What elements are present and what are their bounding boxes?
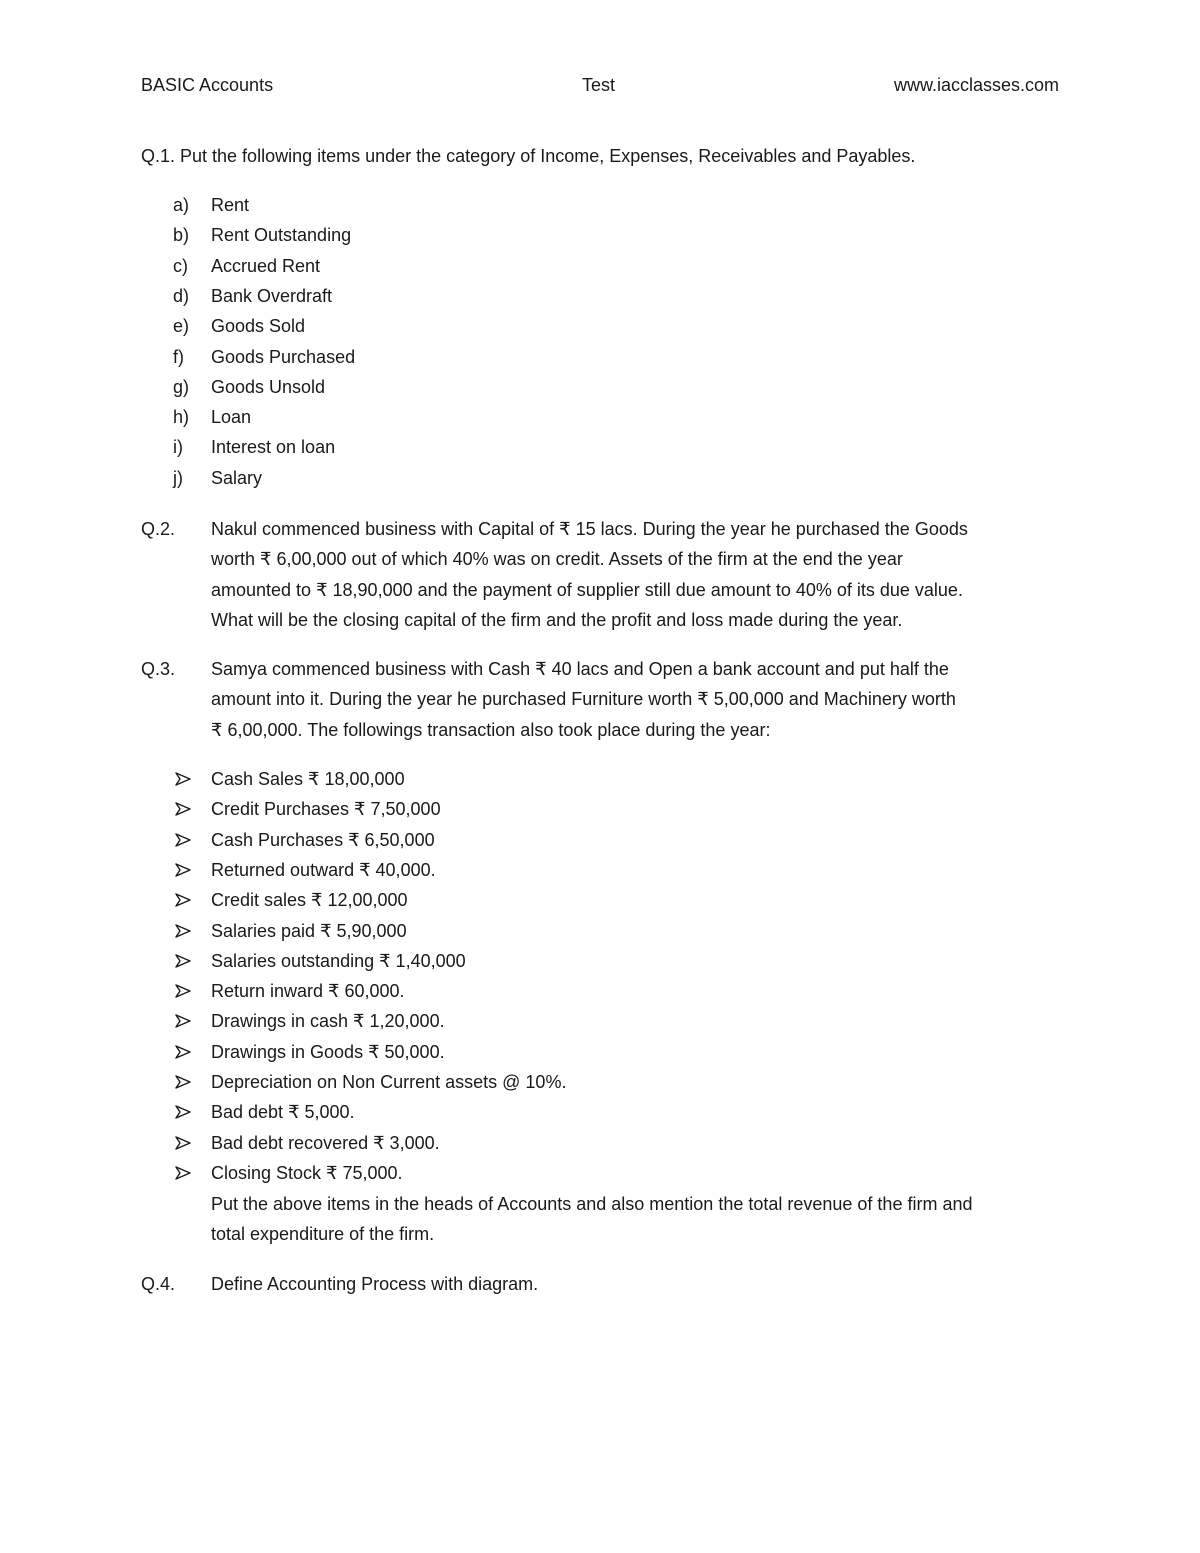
arrow-bullet-icon — [175, 1045, 191, 1059]
q1-item-text: Goods Unsold — [211, 376, 326, 397]
arrow-bullet-icon — [175, 984, 191, 998]
q3-bullet-text: Salaries outstanding ₹ 1,40,000 — [211, 950, 466, 971]
q2-line: amounted to ₹ 18,90,000 and the payment of supplier still due amount to 40% of its due value. — [211, 579, 963, 600]
arrow-bullet-icon — [175, 924, 191, 938]
q3-bullet-text: Cash Sales ₹ 18,00,000 — [211, 769, 405, 789]
header-center: Test — [582, 75, 616, 95]
arrow-bullet-icon — [175, 954, 191, 968]
q3-bullet-text: Drawings in cash ₹ 1,20,000. — [211, 1011, 445, 1032]
q1-item-label: a) — [173, 195, 190, 215]
q2-line: worth ₹ 6,00,000 out of which 40% was on credit. Assets of the firm at the end the year — [211, 549, 903, 570]
q3-bullet-text: Bad debt ₹ 5,000. — [211, 1102, 355, 1123]
arrow-bullet-icon — [175, 1075, 191, 1089]
q3-bullet-text: Salaries paid ₹ 5,90,000 — [211, 920, 407, 941]
q3-line: ₹ 6,00,000. The followings transaction also took place during the year: — [211, 719, 771, 740]
q1-item-text: Goods Purchased — [211, 346, 356, 367]
arrow-bullet-icon — [175, 772, 191, 786]
arrow-bullet-icon — [175, 893, 191, 907]
q3-body — [211, 654, 1071, 745]
q3-bullet-text: Returned outward ₹ 40,000. — [211, 859, 436, 880]
q1-item-label: j) — [173, 467, 183, 488]
q1-title: Q.1. Put the following items under the category of Income, Expenses, Receivables and Payables. — [141, 146, 916, 166]
q3-bullet-text: Drawings in Goods ₹ 50,000. — [211, 1041, 445, 1062]
q3-number: Q.3. — [141, 659, 176, 679]
q1-item-label: f) — [173, 346, 184, 367]
q3-closing-line: total expenditure of the firm. — [211, 1224, 435, 1245]
q3-line: amount into it. During the year he purchased Furniture worth ₹ 5,00,000 and Machinery worth — [211, 689, 956, 710]
q2-line: Nakul commenced business with Capital of ₹ 15 lacs. During the year he purchased the Goods — [211, 519, 968, 539]
arrow-bullet-icon — [175, 833, 191, 847]
q1-item-text: Salary — [211, 467, 263, 488]
q3-bullet-text: Return inward ₹ 60,000. — [211, 981, 405, 1002]
header-left: BASIC Accounts — [141, 75, 274, 95]
q3-bullet-text: Closing Stock ₹ 75,000. — [211, 1162, 403, 1183]
q2-body — [211, 514, 1071, 635]
q1-item-text: Loan — [211, 407, 252, 428]
q1-item-text: Accrued Rent — [211, 255, 321, 276]
q1-item-text: Rent Outstanding — [211, 225, 352, 246]
q1-item-label: h) — [173, 407, 190, 428]
arrow-bullet-icon — [175, 1105, 191, 1119]
q3-closing-line: Put the above items in the heads of Accounts and also mention the total revenue of the firm and — [211, 1194, 973, 1214]
arrow-bullet-icon — [175, 863, 191, 877]
q4-number: Q.4. — [141, 1274, 176, 1294]
q2-number: Q.2. — [141, 519, 176, 539]
arrow-bullet-icon — [175, 1014, 191, 1028]
q1-item-label: d) — [173, 285, 190, 306]
q1-item-text: Interest on loan — [211, 437, 336, 458]
arrow-bullet-icon — [175, 1136, 191, 1150]
q1-item-text: Rent — [211, 195, 250, 215]
q3-closing — [211, 1189, 1071, 1250]
q3-bullet-text: Credit sales ₹ 12,00,000 — [211, 890, 408, 911]
q1-item-label: b) — [173, 225, 190, 246]
q3-bullet-text: Credit Purchases ₹ 7,50,000 — [211, 799, 441, 820]
q3-bullet-text: Cash Purchases ₹ 6,50,000 — [211, 829, 435, 850]
arrow-bullet-icon — [175, 802, 191, 816]
q4-text: Define Accounting Process with diagram. — [211, 1274, 539, 1294]
q2-line: What will be the closing capital of the firm and the profit and loss made during the year. — [211, 609, 903, 630]
q1-item-text: Bank Overdraft — [211, 285, 333, 306]
q3-bullet-text: Bad debt recovered ₹ 3,000. — [211, 1132, 440, 1153]
q3-line: Samya commenced business with Cash ₹ 40 lacs and Open a bank account and put half the — [211, 659, 949, 679]
q1-item-text: Goods Sold — [211, 316, 306, 337]
q1-item-label: i) — [173, 437, 183, 458]
q1-item-label: c) — [173, 255, 188, 276]
header-website: www.iacclasses.com — [893, 75, 1059, 95]
q1-item-label: e) — [173, 316, 190, 337]
q1-item-label: g) — [173, 376, 190, 397]
page-header — [141, 72, 1059, 98]
q3-bullet-text: Depreciation on Non Current assets @ 10%. — [211, 1072, 567, 1092]
arrow-bullet-icon — [175, 1166, 191, 1180]
